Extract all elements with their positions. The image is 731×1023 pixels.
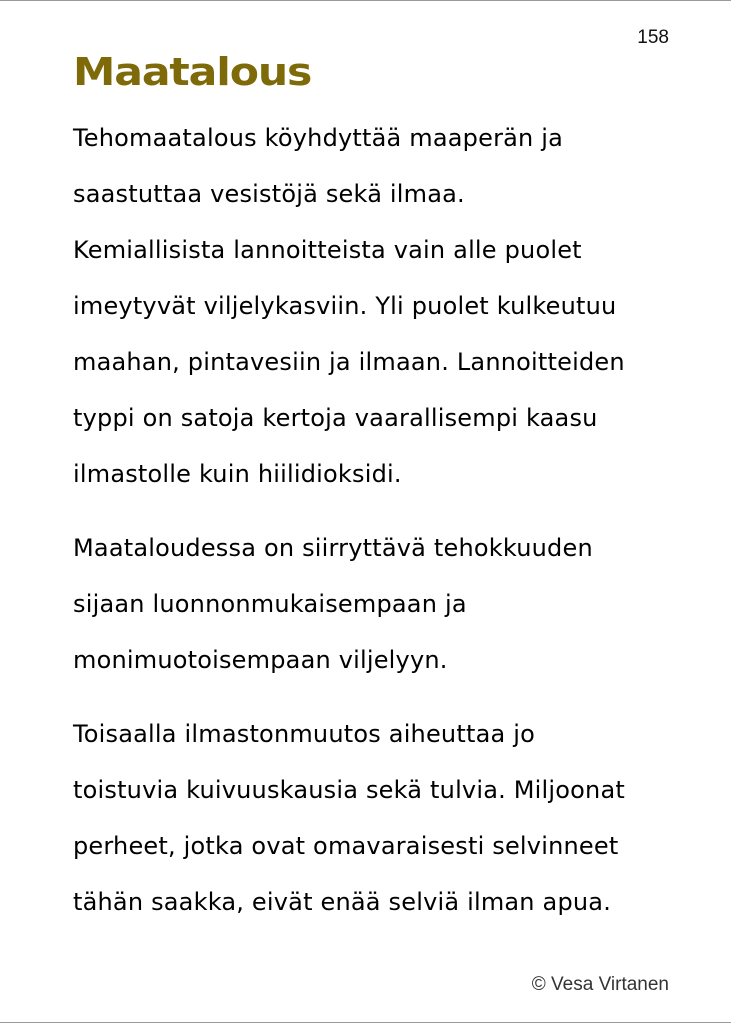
paragraph-intensive-farming [73,116,713,508]
text-line: maahan, pintavesiin ja ilmaan. Lannoitteiden [73,348,625,376]
text-line: sijaan luonnonmukaisempaan ja [73,590,467,618]
text-line: tähän saakka, eivät enää selviä ilman apua. [73,888,612,916]
text-line: toistuvia kuivuuskausia sekä tulvia. Miljoonat [73,776,625,804]
body-text [73,116,713,936]
text-line: monimuotoisempaan viljelyyn. [73,646,448,674]
text-line: Toisaalla ilmastonmuutos aiheuttaa jo [73,720,535,748]
text-line: Tehomaatalous köyhdyttää maaperän ja [73,124,564,152]
text-line: imeytyvät viljelykasviin. Yli puolet kulkeutuu [73,292,617,320]
text-line: perheet, jotka ovat omavaraisesti selvinneet [73,832,619,860]
text-line: Kemiallisista lannoitteista vain alle puolet [73,236,582,264]
paragraph-climate-change [73,712,713,936]
paragraph-organic-farming [73,526,713,694]
page-title: Maatalous [73,50,312,94]
text-line: ilmastolle kuin hiilidioksidi. [73,460,402,488]
text-line: Maataloudessa on siirryttävä tehokkuuden [73,534,593,562]
page-number: 158 [637,27,669,48]
text-line: typpi on satoja kertoja vaarallisempi kaasu [73,404,598,432]
copyright-footer: © Vesa Virtanen [531,974,669,995]
text-line: saastuttaa vesistöjä sekä ilmaa. [73,180,465,208]
